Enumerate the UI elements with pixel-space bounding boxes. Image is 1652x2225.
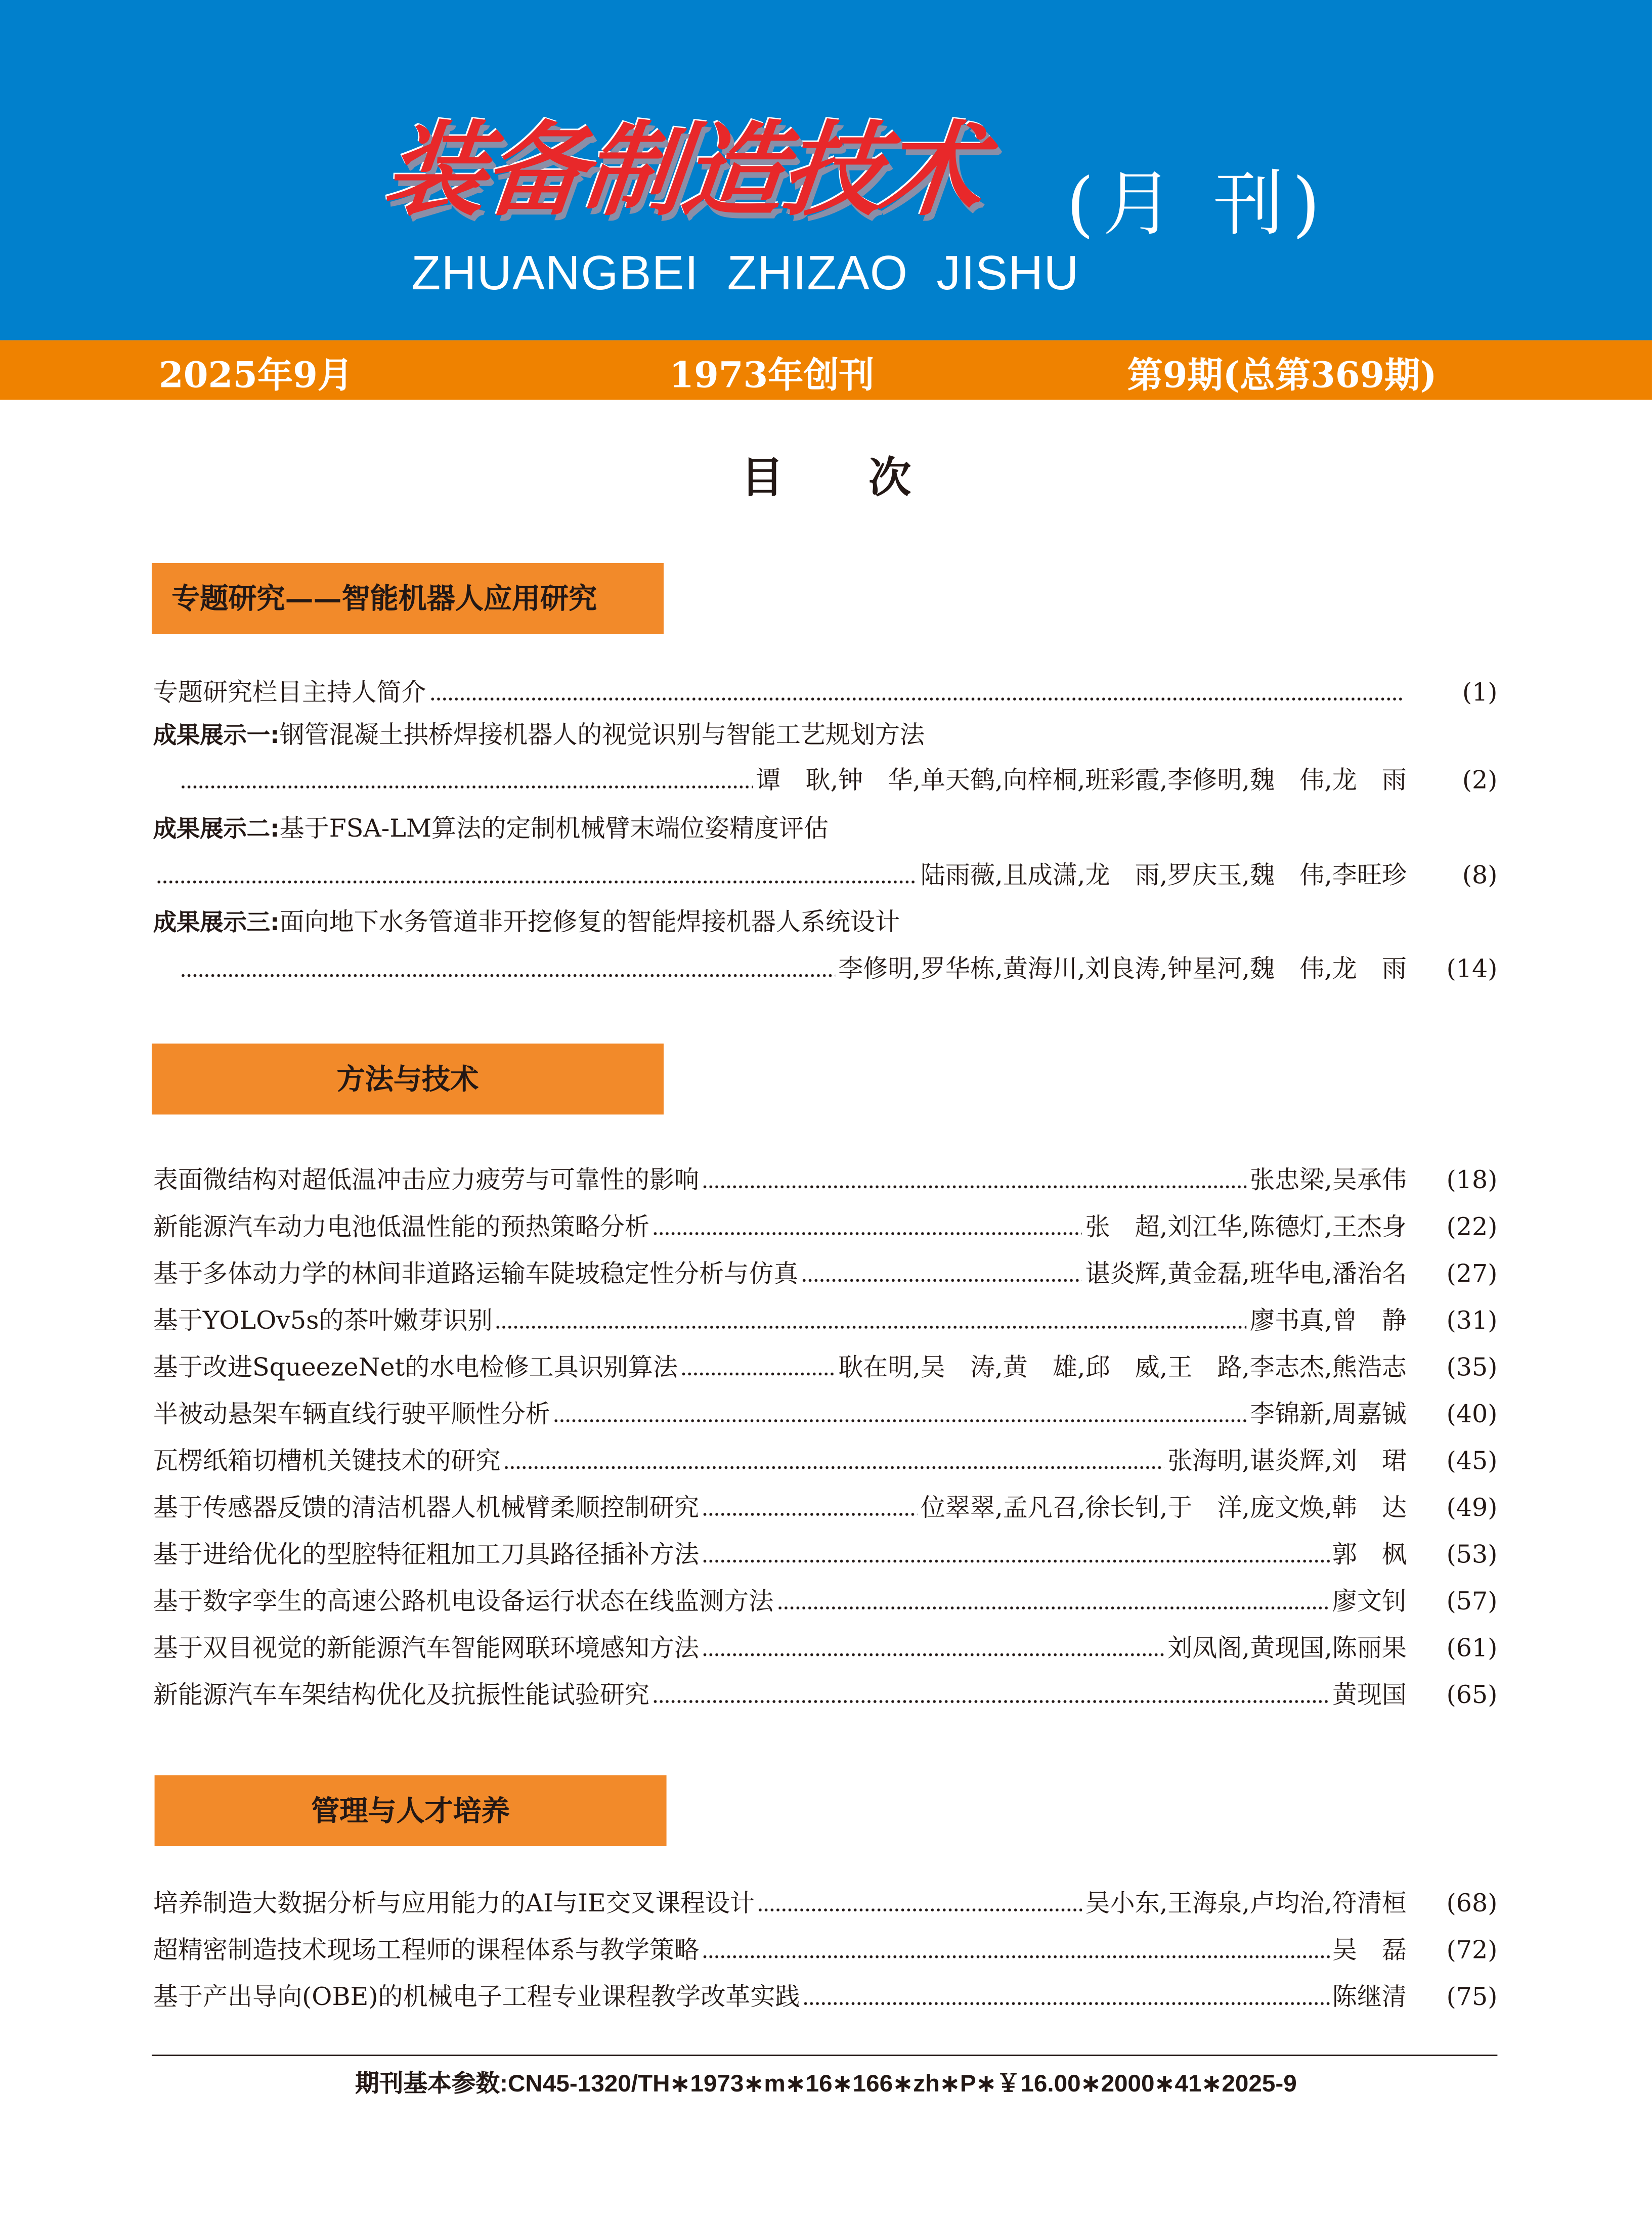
leader-dots — [429, 675, 1404, 712]
article-title[interactable]: 基于数字孪生的高速公路机电设备运行状态在线监测方法 — [153, 1588, 774, 1617]
leader-dots — [702, 1631, 1165, 1668]
section-header: 管理与人才培养 — [155, 1775, 667, 1846]
leader-dots — [156, 858, 918, 895]
toc-entry[interactable] — [153, 1209, 1498, 1246]
page-number[interactable]: (72) — [1446, 1937, 1498, 1966]
page-number[interactable]: (14) — [1446, 955, 1498, 984]
page-number[interactable]: (27) — [1446, 1260, 1498, 1289]
article-title[interactable]: 基于YOLOv5s的茶叶嫩芽识别 — [153, 1307, 493, 1336]
page-number[interactable]: (61) — [1446, 1635, 1498, 1664]
article-title[interactable]: 新能源汽车动力电池低温性能的预热策略分析 — [153, 1213, 649, 1242]
article-title[interactable]: 瓦楞纸箱切槽机关键技术的研究 — [153, 1448, 501, 1476]
leader-dots — [653, 1209, 1082, 1246]
section-header: 方法与技术 — [152, 1043, 664, 1114]
toc-entry[interactable] — [153, 675, 1498, 712]
founded-year: 1973年创刊 — [669, 354, 875, 396]
page-number[interactable]: (1) — [1462, 679, 1498, 708]
issue-number: 第9期(总第369期) — [1127, 354, 1437, 396]
page-number[interactable]: (57) — [1446, 1588, 1498, 1617]
article-title[interactable]: 基于进给优化的型腔特征粗加工刀具路径插补方法 — [153, 1541, 700, 1570]
page-number[interactable]: (68) — [1446, 1890, 1498, 1919]
article-authors: 谌炎辉,黄金磊,班华电,潘治名 — [1085, 1260, 1407, 1289]
toc-entry[interactable] — [153, 1933, 1498, 1970]
article-authors: 张 超,刘江华,陈德灯,王杰身 — [1085, 1213, 1407, 1242]
article-authors: 刘凤阁,黄现国,陈丽果 — [1167, 1635, 1407, 1664]
toc-entry-title-line[interactable] — [153, 905, 1498, 942]
page-number[interactable]: (35) — [1446, 1354, 1498, 1383]
page-number[interactable]: (22) — [1446, 1213, 1498, 1242]
toc-title: 目次 — [741, 454, 996, 504]
entry-label: 成果展示一: — [153, 721, 280, 749]
article-title[interactable]: 基于双目视觉的新能源汽车智能网联环境感知方法 — [153, 1635, 700, 1664]
toc-entry[interactable] — [153, 1256, 1498, 1293]
article-title[interactable]: 基于改进SqueezeNet的水电检修工具识别算法 — [153, 1354, 678, 1383]
leader-dots — [776, 1584, 1329, 1621]
toc-entry[interactable] — [153, 1677, 1498, 1714]
article-authors: 张忠梁,吴承伟 — [1250, 1167, 1407, 1196]
toc-entry[interactable] — [153, 1163, 1498, 1200]
article-authors: 耿在明,吴 涛,黄 雄,邱 威,王 路,李志杰,熊浩志 — [838, 1354, 1407, 1383]
leader-dots — [503, 1444, 1164, 1480]
toc-entry[interactable] — [153, 1584, 1498, 1621]
issue-band — [0, 340, 1652, 400]
toc-entry[interactable] — [153, 1490, 1498, 1527]
page-number[interactable]: (75) — [1446, 1983, 1498, 2013]
article-title[interactable]: 培养制造大数据分析与应用能力的AI与IE交叉课程设计 — [153, 1890, 755, 1919]
article-authors: 谭 耿,钟 华,单天鹤,向梓桐,班彩霞,李修明,魏 伟,龙 雨 — [756, 767, 1407, 796]
article-title[interactable]: 钢管混凝土拱桥焊接机器人的视觉识别与智能工艺规划方法 — [279, 721, 925, 750]
toc-entry[interactable] — [153, 1397, 1498, 1433]
page-number[interactable]: (65) — [1446, 1681, 1498, 1710]
leader-dots — [801, 1256, 1082, 1293]
article-authors: 吴小东,王海泉,卢均治,符清桓 — [1085, 1890, 1407, 1919]
article-title[interactable]: 面向地下水务管道非开挖修复的智能焊接机器人系统设计 — [279, 908, 900, 938]
section-header: 专题研究——智能机器人应用研究 — [152, 563, 664, 634]
leader-dots — [702, 1163, 1247, 1200]
entry-label: 成果展示三: — [153, 908, 280, 936]
frequency-label: (月 刊) — [1066, 163, 1329, 245]
page-number[interactable]: (40) — [1446, 1401, 1498, 1429]
journal-parameters: 期刊基本参数:CN45-1320/TH∗1973∗m∗16∗166∗zh∗P∗￥16.00∗2000∗41∗2025-9 — [355, 2070, 1297, 2098]
toc-entry-author-line[interactable] — [177, 763, 1497, 800]
article-authors: 李修明,罗华栋,黄海川,刘良涛,钟星河,魏 伟,龙 雨 — [838, 955, 1407, 984]
article-authors: 廖书真,曾 静 — [1250, 1307, 1407, 1336]
cover-header — [0, 0, 1652, 340]
toc-entry-title-line[interactable] — [153, 811, 1498, 848]
article-title[interactable]: 半被动悬架车辆直线行驶平顺性分析 — [153, 1401, 550, 1429]
article-authors: 廖文钊 — [1332, 1588, 1407, 1617]
toc-entry[interactable] — [153, 1537, 1498, 1574]
page-number[interactable]: (8) — [1462, 862, 1498, 891]
leader-dots — [681, 1350, 836, 1387]
toc-entry[interactable] — [153, 1631, 1498, 1668]
toc-entry[interactable] — [153, 1350, 1498, 1387]
journal-logo-title: 装备制造技术 — [378, 109, 987, 230]
article-title[interactable]: 新能源汽车车架结构优化及抗振性能试验研究 — [153, 1681, 649, 1710]
article-title[interactable]: 基于FSA-LM算法的定制机械臂末端位姿精度评估 — [279, 815, 829, 844]
leader-dots — [180, 951, 836, 988]
issue-date: 2025年9月 — [158, 354, 354, 396]
page-number[interactable]: (2) — [1462, 767, 1498, 796]
toc-entry[interactable] — [153, 1444, 1498, 1480]
toc-entry[interactable] — [153, 1303, 1498, 1340]
article-authors: 郭 枫 — [1332, 1541, 1407, 1570]
leader-dots — [803, 1980, 1329, 2017]
article-title[interactable]: 表面微结构对超低温冲击应力疲劳与可靠性的影响 — [153, 1167, 700, 1196]
toc-entry[interactable] — [153, 1980, 1498, 2017]
article-authors: 吴 磊 — [1332, 1937, 1407, 1966]
page-number[interactable]: (49) — [1446, 1494, 1498, 1523]
article-title[interactable]: 专题研究栏目主持人简介 — [153, 679, 426, 708]
leader-dots — [758, 1886, 1082, 1923]
entry-label: 成果展示二: — [153, 815, 280, 843]
leader-dots — [180, 763, 753, 800]
article-authors: 李锦新,周嘉铖 — [1250, 1401, 1407, 1429]
page-number[interactable]: (31) — [1446, 1307, 1498, 1336]
toc-entry-title-line[interactable] — [153, 718, 1498, 755]
page-number[interactable]: (18) — [1446, 1167, 1498, 1196]
article-title[interactable]: 基于传感器反馈的清洁机器人机械臂柔顺控制研究 — [153, 1494, 700, 1523]
article-title[interactable]: 基于多体动力学的林间非道路运输车陡坡稳定性分析与仿真 — [153, 1260, 799, 1289]
footer-divider — [152, 2055, 1497, 2056]
article-authors: 张海明,谌炎辉,刘 珺 — [1167, 1448, 1407, 1476]
page-number[interactable]: (45) — [1446, 1448, 1498, 1476]
article-authors: 陈继清 — [1332, 1983, 1407, 2013]
article-authors: 位翠翠,孟凡召,徐长钊,于 洋,庞文焕,韩 达 — [920, 1494, 1407, 1523]
toc-entry[interactable] — [153, 1886, 1498, 1923]
toc-entry-author-line[interactable] — [177, 951, 1497, 988]
leader-dots — [495, 1303, 1247, 1340]
journal-pinyin-title: ZHUANGBEI ZHIZAO JISHU — [411, 246, 1079, 301]
toc-entry-author-line[interactable] — [153, 858, 1498, 895]
leader-dots — [702, 1933, 1330, 1970]
article-title[interactable]: 基于产出导向(OBE)的机械电子工程专业课程教学改革实践 — [153, 1983, 800, 2013]
page-number[interactable]: (53) — [1446, 1541, 1498, 1570]
article-authors: 黄现国 — [1332, 1681, 1407, 1710]
article-title[interactable]: 超精密制造技术现场工程师的课程体系与教学策略 — [153, 1937, 700, 1966]
leader-dots — [702, 1537, 1330, 1574]
article-authors: 陆雨薇,且成潇,龙 雨,罗庆玉,魏 伟,李旺珍 — [920, 862, 1407, 891]
leader-dots — [553, 1397, 1247, 1433]
leader-dots — [653, 1677, 1330, 1714]
leader-dots — [702, 1490, 918, 1527]
